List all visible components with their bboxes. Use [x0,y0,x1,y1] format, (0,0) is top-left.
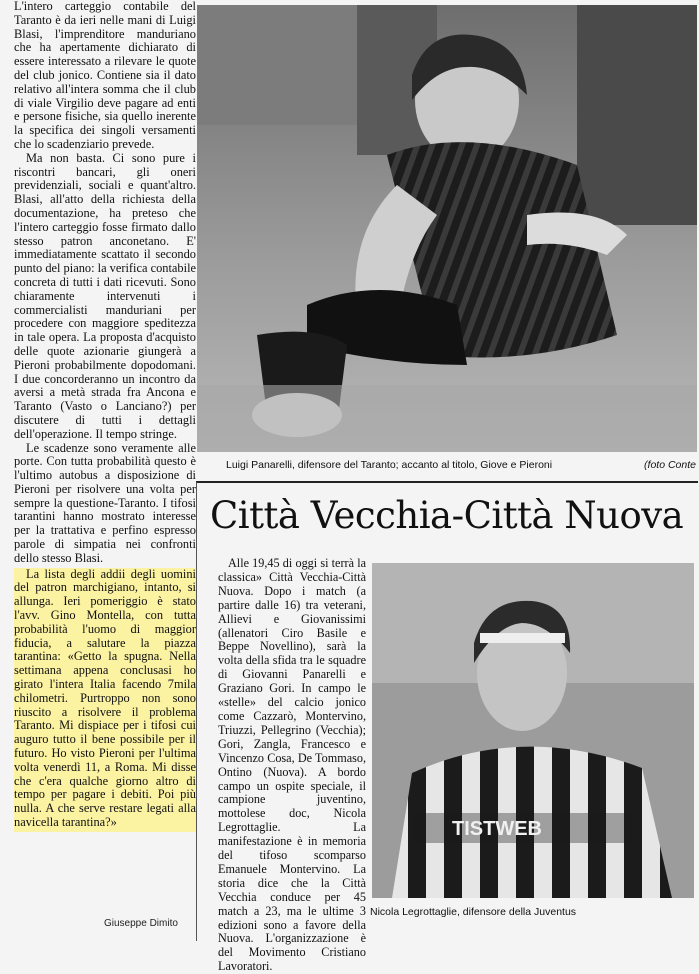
top-photo-caption-text: Luigi Panarelli, difensore del Taranto; accanto al titolo, Giove e Pieroni [226,459,553,471]
top-photo-caption [226,459,696,471]
jersey-sponsor-text: TISTWEB [452,818,542,840]
author-byline: Giuseppe Dimito [104,918,178,929]
juventus-photo-caption: Nicola Legrottaglie, difensore della Juventus [370,906,577,918]
article-paragraph: L'intero carteggio contabile del Taranto è da ieri nelle mani di Luigi Blasi, l'imprenditore manduriano che ha apertamente dichiarato di essere interessato a rilevare le quote del club jonico. Contiene sia il dato relativo all'intera somma che il club di viale Virgilio deve pagare ad enti e persone fisiche, sia quello inerente la specifica dei singoli versamenti che lo scadenziario prevede. [14,0,196,151]
highlighted-passage [14,568,196,832]
article-paragraph: Ma non basta. Ci sono pure i riscontri bancari, gli oneri previdenziali, sociali e quant'altro. Blasi, all'atto della richiesta della documentazione, ha preteso che l'intero carteggio fosse firmato dallo stesso patron anconetano. E' immediatamente scattato il secondo punto del piano: la verifica contabile concreta di tutti i dati ricevuti. Sono chiaramente intervenuti i commercialisti manduriani per procedere con maggiore speditezza in tale opera. La proposta d'acquisto delle quote azionarie giungerà a Pieroni probabilmente dopodomani. I due concorderanno un incontro da aversi a metà strada fra Ancona e Taranto (Vasto o Lanciano?) per discutere di tutti i dettagli dell'operazione. Il tempo stringe. [14,150,196,441]
boxed-article-body [218,557,366,974]
player-sitting-photo [197,5,697,452]
article-paragraph: Le scadenze sono veramente alle porte. Con tutta probabilità questo è l'ultimo autobus a disposizione di Pieroni per risolvere una volta per sempre la questione-Taranto. I tifosi tarantini hanno mostrato interesse per la trattativa e perfino espresso parole di simpatia nei confronti dello stesso Blasi. [14,440,196,565]
article-headline: Città Vecchia-Città Nuova [210,494,684,537]
photo-credit: (foto Conte [644,459,696,471]
player-sitting-illustration [197,5,697,452]
juventus-player-photo [372,563,694,898]
highlighted-paragraph: La lista degli addii degli uomini del patron marchigiano, intanto, si allunga. Ieri pomeriggio è stato l'avv. Gino Montella, con tutta probabilità l'uomo di maggior fiducia, a salutare la piazza tarantina: «Getto la spugna. Nella settimana appena conclusasi ho girato l'intera Italia facendo 7mila chilometri. Purtroppo non sono riuscito a risolvere il problema Taranto. Mi dispiace per i tifosi cui auguro tutto il bene possibile per il futuro. Ho visto Pieroni per l'ultima volta venerdì 11, a Roma. Mi disse che c'era qualche giorno altro di tempo per pagare i debiti. Poi più nulla. A che serve restare legati alla navicella tarantina?» [14,566,196,830]
juventus-player-illustration [372,563,694,898]
left-article [14,0,196,945]
boxed-article-paragraph: Alle 19,45 di oggi si terrà la classica» Città Vecchia-Città Nuova. Dopo i match (a partire dalle 16) tra veterani, Allievi e Giovanissimi (allenatori Ciro Basile e Beppe Novellino), sarà la volta della sfida tra le squadre di Giovanni Panarelli e Graziano Gori. In campo le «stelle» del calcio jonico come Cazzarò, Montervino, Triuzzi, Pellegrino (Vecchia); Gori, Zangla, Francesco e Vincenzo Cosa, De Tommaso, Ontino (Nuova). A bordo campo un ospite speciale, il campione juventino, mottolese doc, Nicola Legrottaglie. La manifestazione è in memoria del tifoso scomparso Emanuele Montervino. La storia dice che la Città Vecchia conduce per 45 match a 23, ma le ultime 3 edizioni sono a favore della Nuova. L'organizzazione è del Movimento Cristiano Lavoratori. [218,556,366,974]
